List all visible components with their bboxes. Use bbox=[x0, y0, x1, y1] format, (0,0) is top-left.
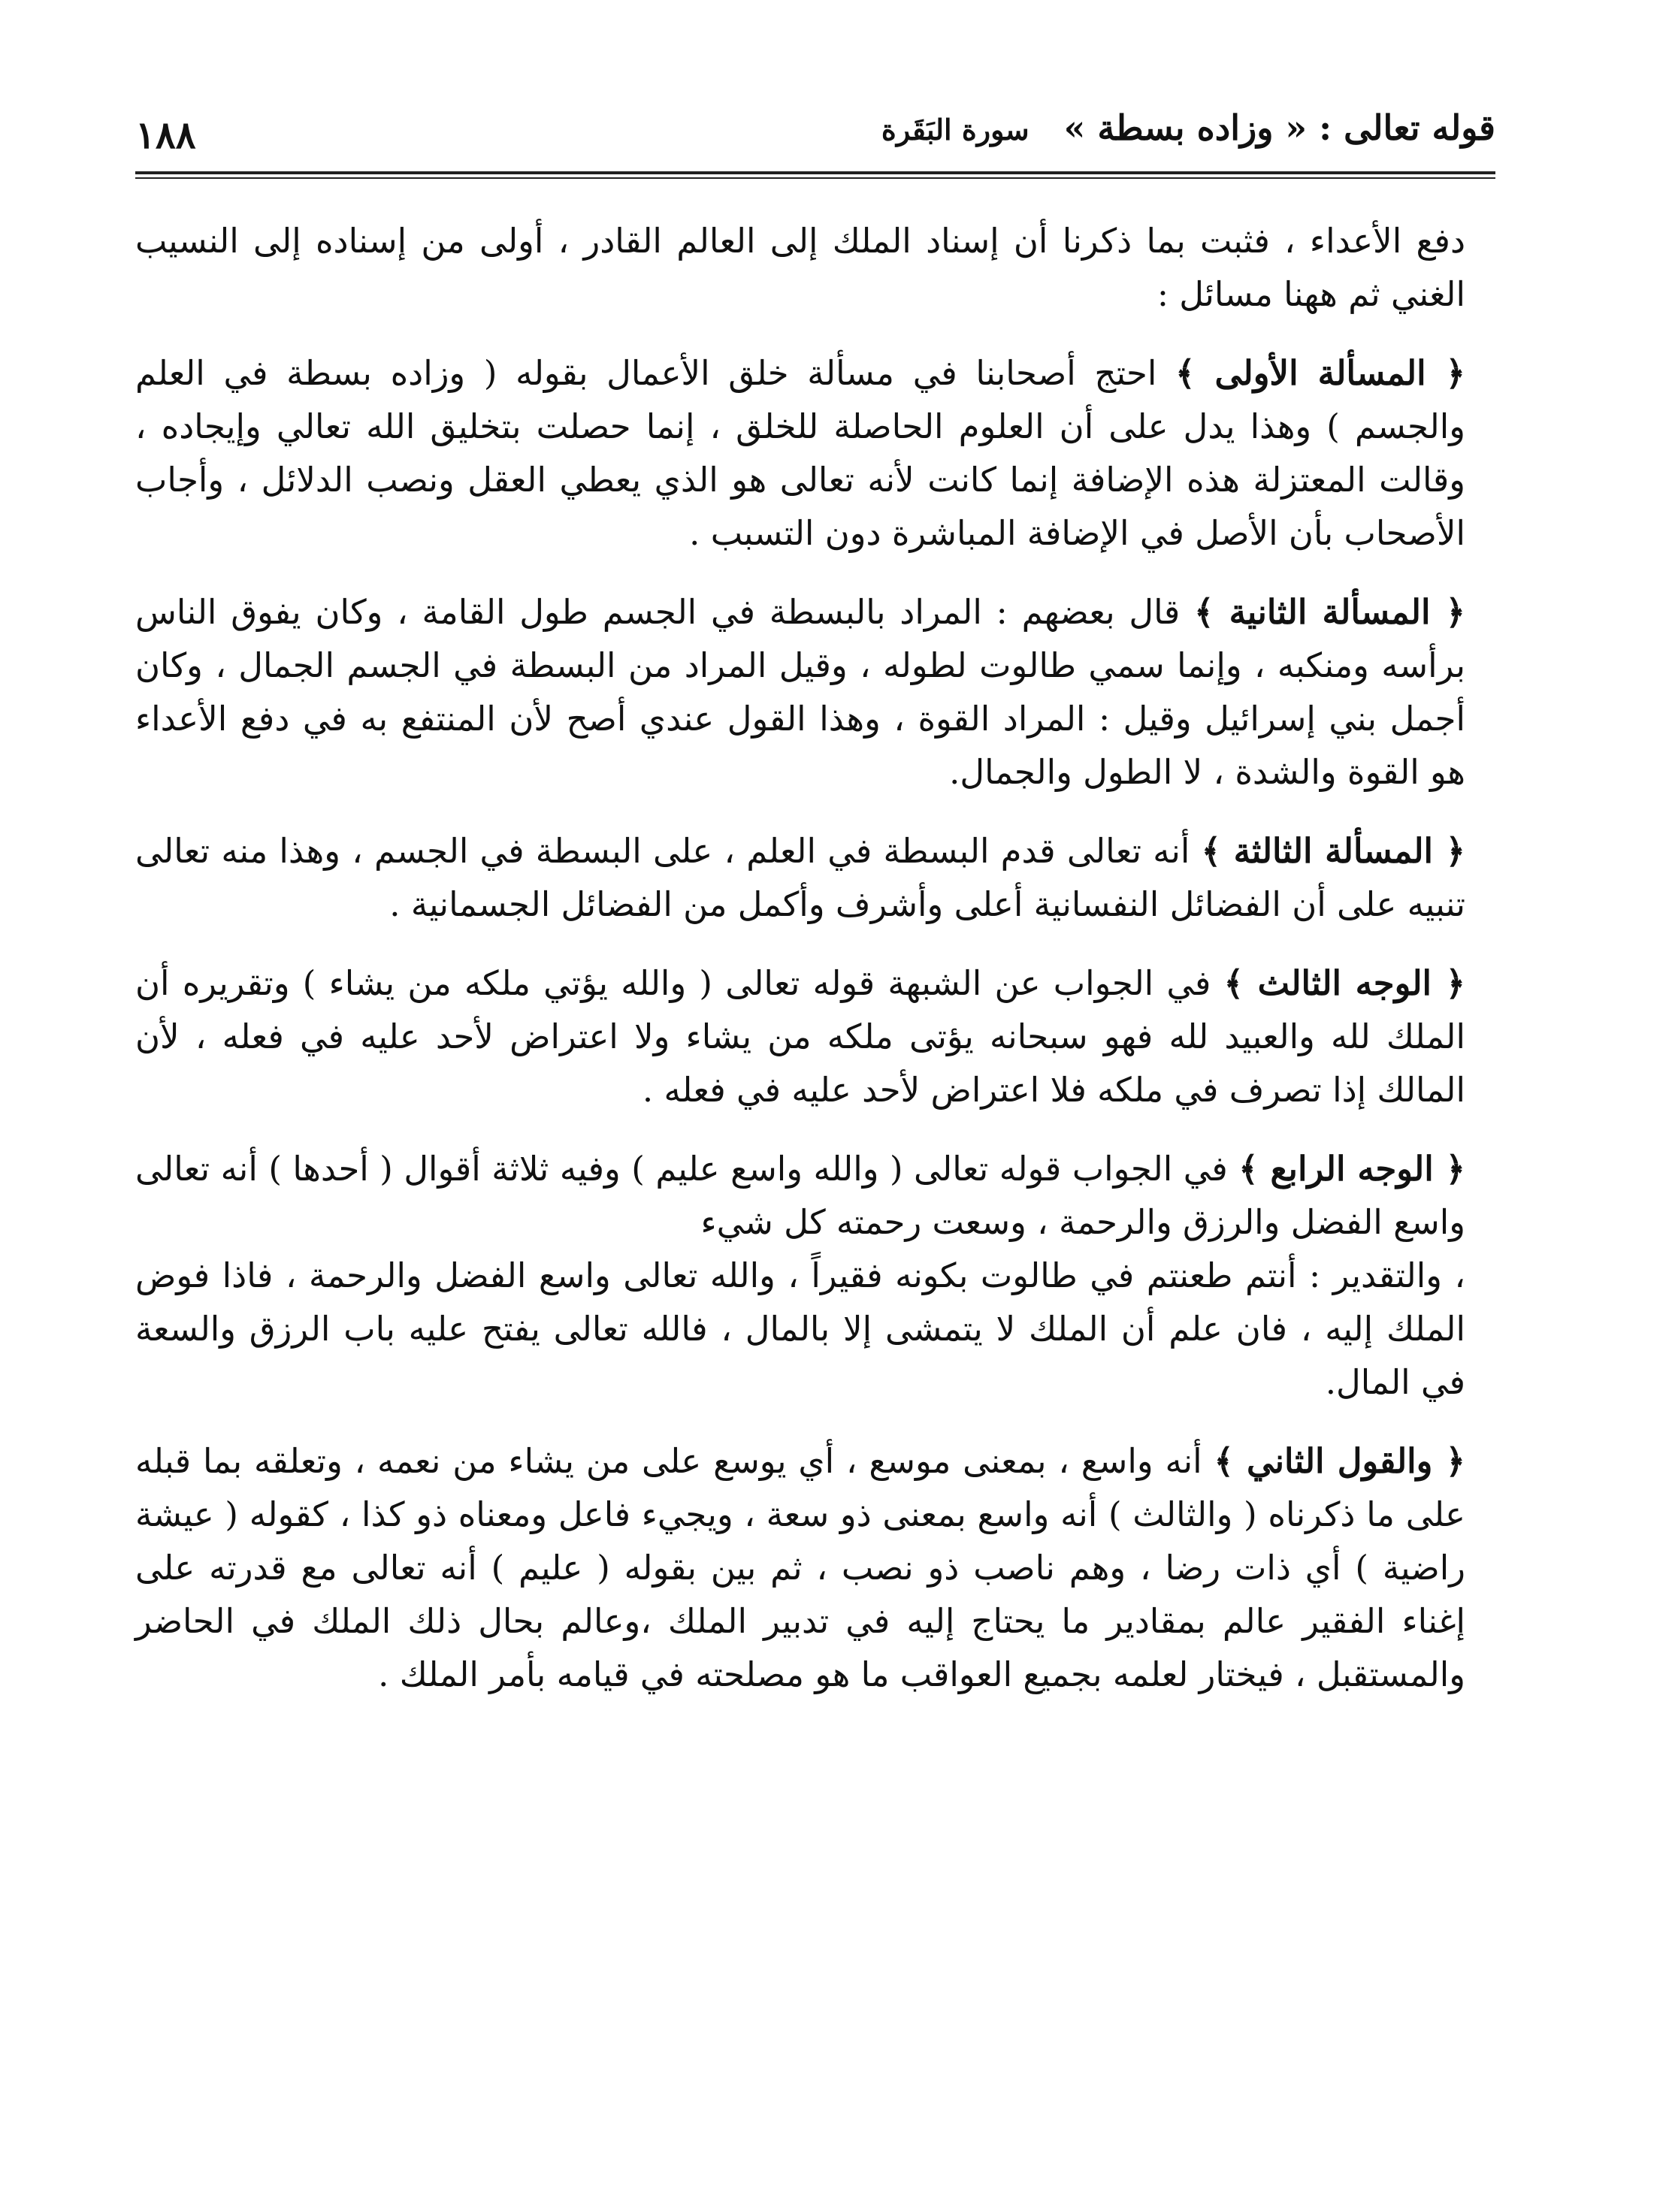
paragraph-text: في الجواب عن الشبهة قوله تعالى ( والله يؤتي ملكه من يشاء ) وتقريره أن الملك لله والعبيد لله فهو سبحانه يؤتى ملكه من يشاء ولا اعتراض لأحد عليه في فعله ، لأن المالك إذا تصرف في ملكه فلا اعتراض لأحد عليه في فعله . bbox=[135, 963, 1465, 1110]
paragraph bbox=[135, 1249, 1465, 1409]
section-heading: ﴿ المسألة الثالثة ﴾ bbox=[1201, 831, 1466, 871]
section-heading: ﴿ المسألة الأولى ﴾ bbox=[1175, 353, 1465, 393]
paragraph-text: أنه واسع ، بمعنى موسع ، أي يوسع على من يشاء من نعمه ، وتعلقه بما قبله على ما ذكرناه ( والثالث ) أنه واسع بمعنى ذو سعة ، ويجيء فاعل ومعناه ذو كذا ، كقوله ( عيشة راضية ) أي ذات رضا ، وهم ناصب ذو نصب ، ثم بين بقوله ( عليم ) أنه تعالى مع قدرته على إغناء الفقير عالم بمقادير ما يحتاج إليه في تدبير الملك ،وعالم بحال ذلك الملك في الحاضر والمستقبل ، فيختار لعلمه بجميع العواقب ما هو مصلحته في قيامه بأمر الملك . bbox=[135, 1441, 1465, 1694]
section-heading: ﴿ والقول الثاني ﴾ bbox=[1214, 1441, 1465, 1481]
header-verse-title: قوله تعالى : « وزاده بسطة » bbox=[1063, 107, 1495, 148]
section-heading: ﴿ الوجه الثالث ﴾ bbox=[1223, 963, 1465, 1003]
main-text bbox=[135, 214, 1465, 1727]
section-heading: ﴿ الوجه الرابع ﴾ bbox=[1238, 1149, 1465, 1189]
running-header bbox=[135, 107, 1495, 158]
paragraph-text: دفع الأعداء ، فثبت بما ذكرنا أن إسناد الملك إلى العالم القادر ، أولى من إسناده إلى النسيب الغني ثم ههنا مسائل : bbox=[135, 221, 1465, 314]
paragraph bbox=[135, 1434, 1465, 1701]
section-heading: ﴿ المسألة الثانية ﴾ bbox=[1194, 592, 1465, 632]
header-surah-name: سورة البَقَرة bbox=[881, 113, 1029, 147]
page-number: ١٨٨ bbox=[135, 113, 196, 157]
paragraph bbox=[135, 956, 1465, 1117]
header-title bbox=[881, 105, 1495, 153]
header-rule bbox=[135, 171, 1495, 174]
paragraph-text: قال بعضهم : المراد بالبسطة في الجسم طول القامة ، وكان يفوق الناس برأسه ومنكبه ، وإنما سمي طالوت لطوله ، وقيل المراد من البسطة في الجسم الجمال ، وكان أجمل بني إسرائيل وقيل : المراد القوة ، وهذا القول عندي أصح لأن المنتفع به في دفع الأعداء هو القوة والشدة ، لا الطول والجمال. bbox=[135, 592, 1465, 792]
paragraph bbox=[135, 346, 1465, 560]
paragraph-text: ، والتقدير : أنتم طعنتم في طالوت بكونه فقيراً ، والله تعالى واسع الفضل والرحمة ، فاذا فوض الملك إليه ، فان علم أن الملك لا يتمشى إلا بالمال ، فالله تعالى يفتح عليه باب الرزق والسعة في المال. bbox=[135, 1256, 1465, 1402]
paragraph-text: أنه تعالى قدم البسطة في العلم ، على البسطة في الجسم ، وهذا منه تعالى تنبيه على أن الفضائل النفسانية أعلى وأشرف وأكمل من الفضائل الجسمانية . bbox=[135, 831, 1465, 924]
paragraph bbox=[135, 1142, 1465, 1249]
paragraph-text: احتج أصحابنا في مسألة خلق الأعمال بقوله ( وزاده بسطة في العلم والجسم ) وهذا يدل على أن العلوم الحاصلة للخلق ، إنما حصلت بتخليق الله تعالي وإيجاده ، وقالت المعتزلة هذه الإضافة إنما كانت لأنه تعالى هو الذي يعطي العقل ونصب الدلائل ، وأجاب الأصحاب بأن الأصل في الإضافة المباشرة دون التسبب . bbox=[135, 353, 1465, 553]
paragraph-text: في الجواب قوله تعالى ( والله واسع عليم ) وفيه ثلاثة أقوال ( أحدها ) أنه تعالى واسع الفضل والرزق والرحمة ، وسعت رحمته كل شيء bbox=[135, 1149, 1465, 1242]
paragraph bbox=[135, 585, 1465, 799]
paragraph bbox=[135, 214, 1465, 321]
header-rule-thin bbox=[135, 177, 1495, 179]
paragraph bbox=[135, 824, 1465, 931]
